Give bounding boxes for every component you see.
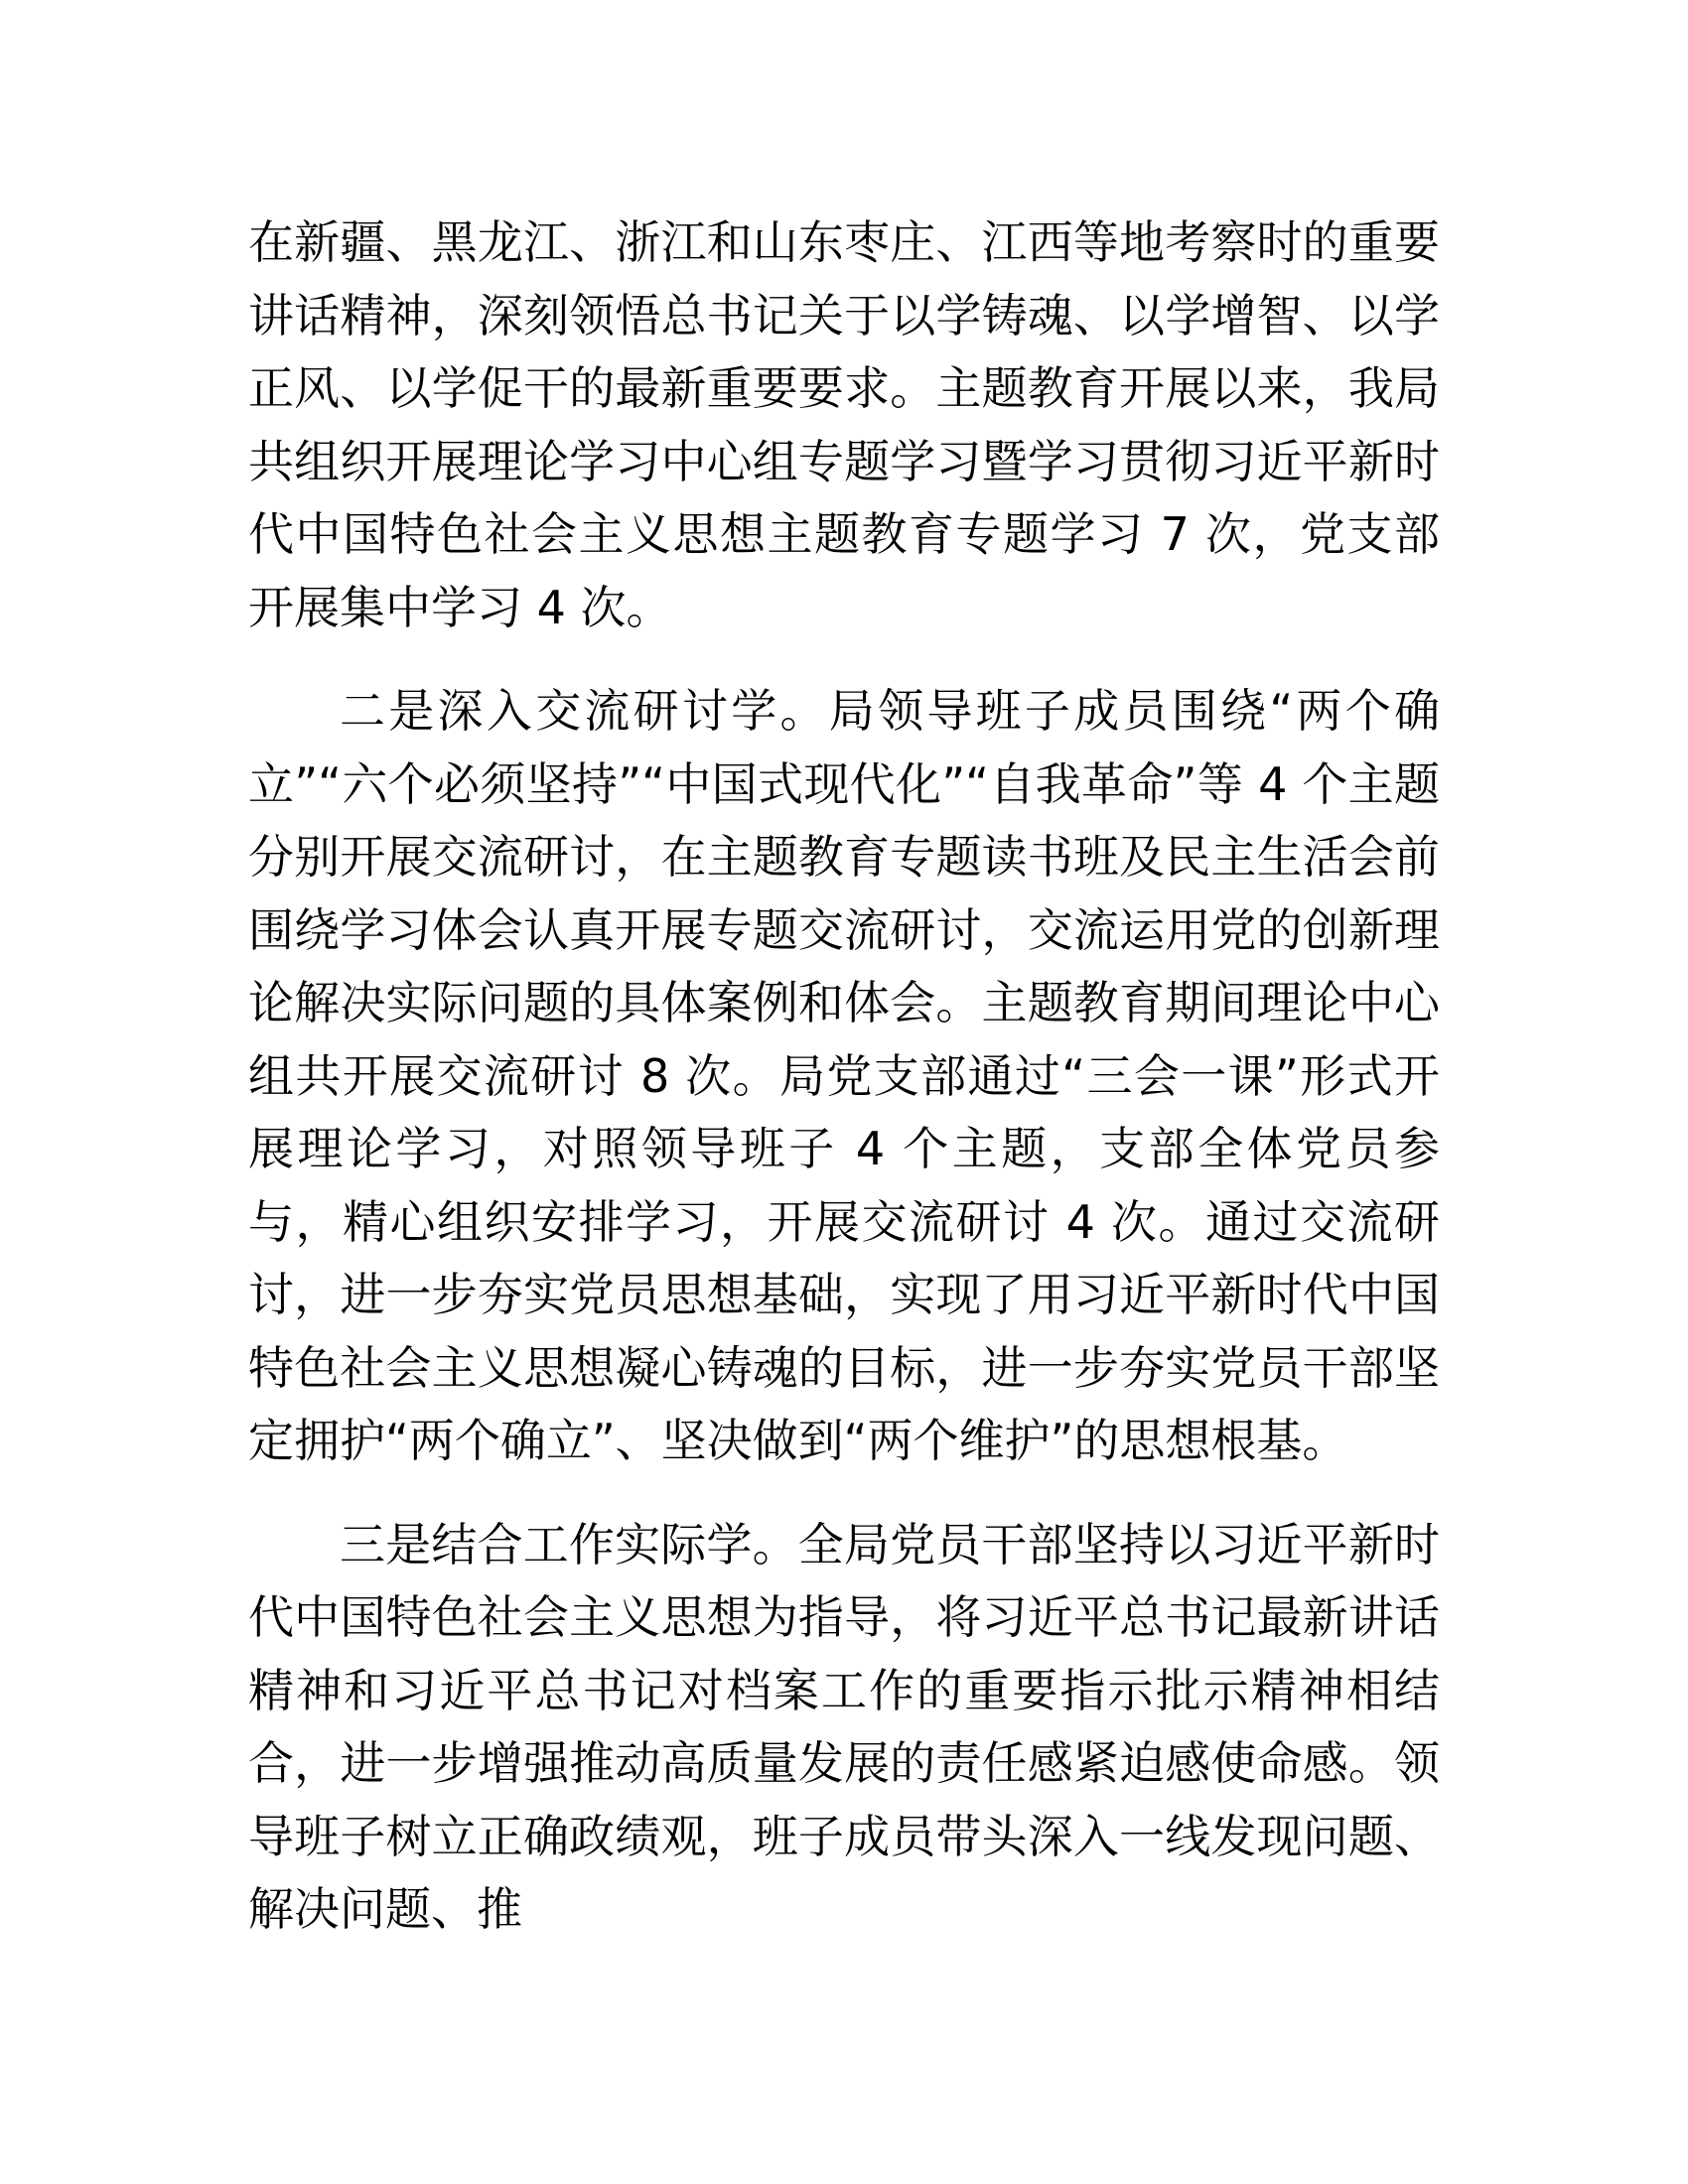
paragraph-continuation: 在新疆、黑龙江、浙江和山东枣庄、江西等地考察时的重要讲话精神，深刻领悟总书记关于以学铸魂、以学增智、以学正风、以学促干的最新重要要求。主题教育开展以来，我局共组织开展理论学习中心组专题学习暨学习贯彻习近平新时代中国特色社会主义思想主题教育专题学习 7 次，党支部开展集中学习 4 次。 xyxy=(248,215,1440,634)
paragraph-exchange-study: 二是深入交流研讨学。局领导班子成员围绕“两个确立”“六个必须坚持”“中国式现代化”“自我革命”等 4 个主题分别开展交流研讨，在主题教育专题读书班及民主生活会前围绕学习体会认真开展专题交流研讨，交流运用党的创新理论解决实际问题的具体案例和体会。主题教育期间理论中心组共开展交流研讨 8 次。局党支部通过“三会一课”形式开展理论学习，对照领导班子 4 个主题，支部全体党员参与，精心组织安排学习，开展交流研讨 4 次。通过交流研讨，进一步夯实党员思想基础，实现了用习近平新时代中国特色社会主义思想凝心铸魂的目标，进一步夯实党员干部坚定拥护“两个确立”、坚决做到“两个维护”的思想根基。 xyxy=(248,684,1440,1467)
paragraph-work-practice-study: 三是结合工作实际学。全局党员干部坚持以习近平新时代中国特色社会主义思想为指导，将习近平总书记最新讲话精神和习近平总书记对档案工作的重要指示批示精神相结合，进一步增强推动高质量发展的责任感紧迫感使命感。领导班子树立正确政绩观，班子成员带头深入一线发现问题、解决问题、推 xyxy=(248,1517,1440,1936)
document-body xyxy=(248,206,1440,1947)
